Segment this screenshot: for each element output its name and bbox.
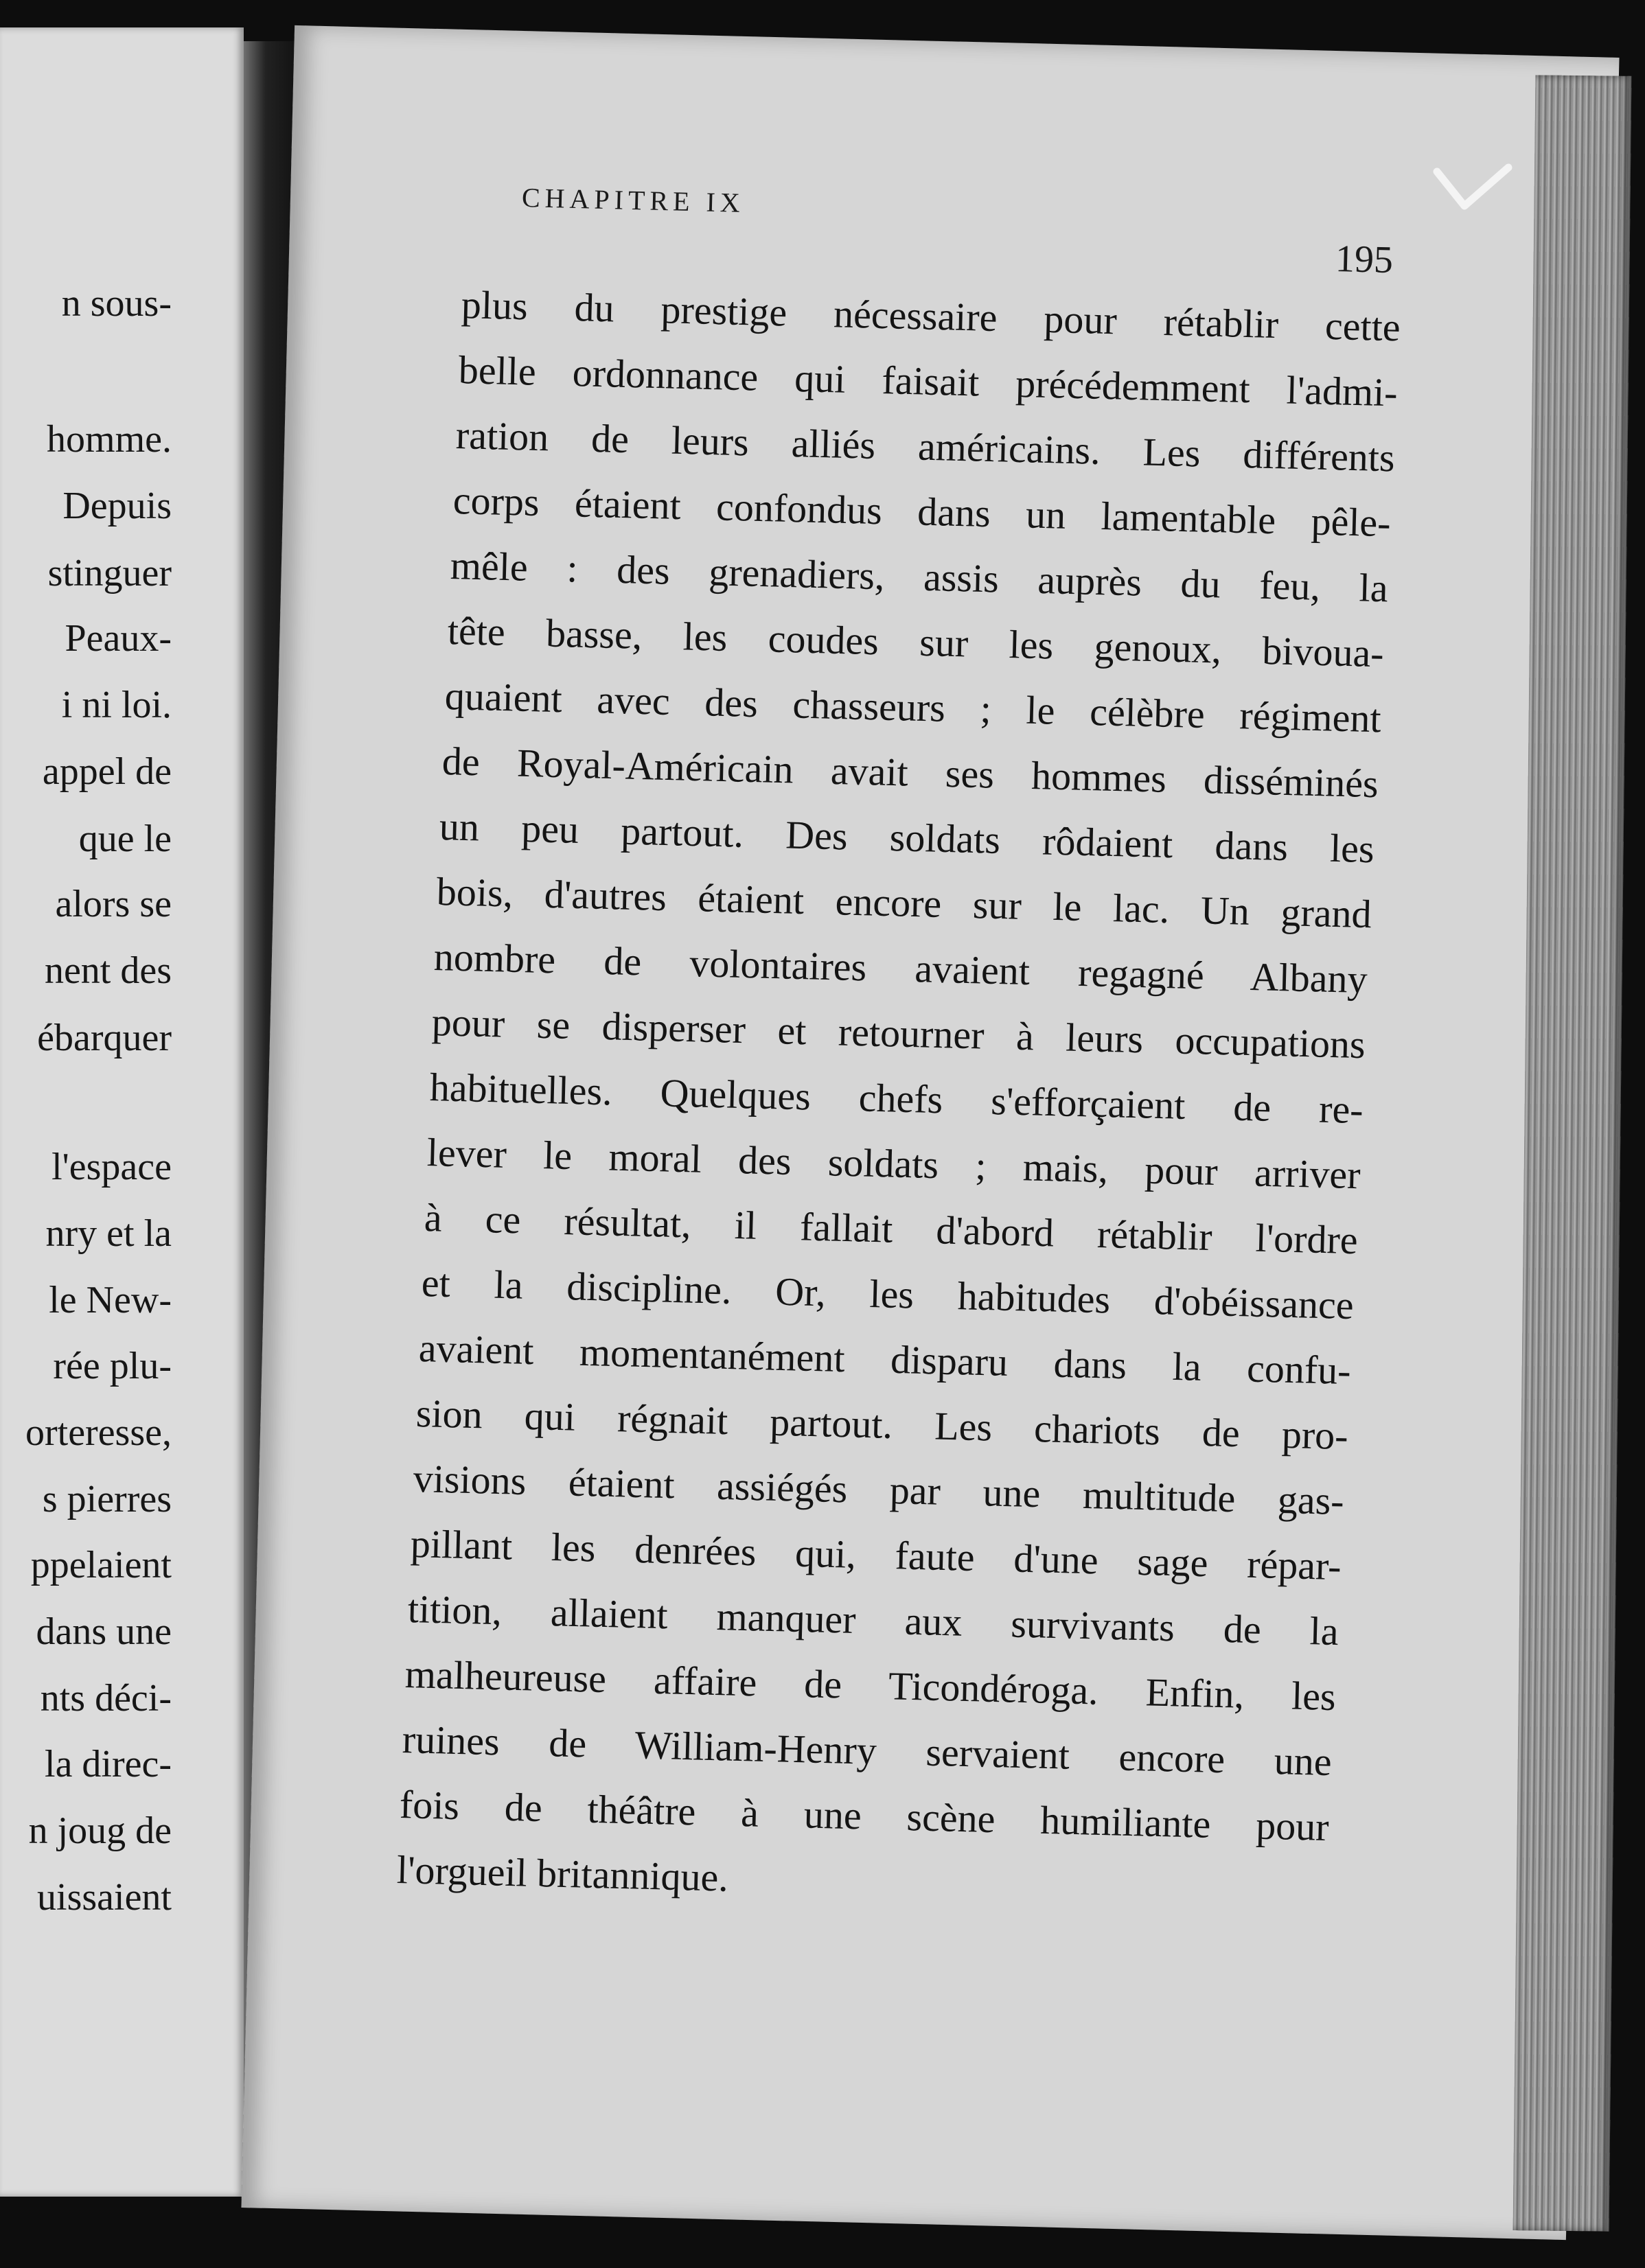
text-line: visions étaient assiégés par une multitude gas- [413, 1456, 1345, 1524]
left-line: i ni loi. [61, 684, 172, 726]
text-line: tête basse, les coudes sur les genoux, bivoua- [447, 608, 1385, 676]
text-line: quaient avec des chasseurs ; le célèbre régiment [444, 673, 1382, 741]
left-line: n sous- [61, 282, 172, 325]
left-line: ébarquer [37, 1017, 172, 1059]
left-line: ppelaient [30, 1544, 172, 1586]
left-line: nent des [44, 949, 172, 992]
left-line: n joug de [28, 1809, 172, 1852]
page-number: 195 [1335, 237, 1394, 282]
text-line: l'orgueil britannique. [396, 1847, 729, 1900]
text-line: malheureuse affaire de Ticondéroga. Enfin, les [404, 1652, 1337, 1720]
left-line: uissaient [37, 1876, 172, 1919]
text-line: et la discipline. Or, les habitudes d'obéissance [421, 1260, 1355, 1328]
left-line: alors se [55, 883, 172, 925]
text-line: tition, allaient manquer aux survivants de la [407, 1586, 1339, 1654]
text-line: mêle : des grenadiers, assis auprès du feu, la [450, 543, 1389, 611]
left-line: l'espace [51, 1146, 172, 1188]
left-line: le New- [49, 1279, 172, 1321]
left-line: stinguer [47, 552, 172, 594]
running-head: CHAPITRE IX [521, 182, 746, 218]
text-line: nombre de volontaires avaient regagné Albany [433, 934, 1368, 1002]
left-line: la direc- [45, 1743, 172, 1785]
left-line: que le [78, 818, 172, 860]
text-line: bois, d'autres étaient encore sur le lac. Un grand [436, 869, 1372, 937]
text-line: pillant les denrées qui, faute d'une sage répar- [410, 1521, 1342, 1589]
left-line: s pierres [42, 1478, 172, 1520]
text-line: belle ordonnance qui faisait précédemment l'admi- [458, 347, 1399, 415]
left-line: nts déci- [40, 1677, 172, 1720]
left-line: nry et la [45, 1212, 172, 1255]
text-line: habituelles. Quelques chefs s'efforçaient de re- [429, 1065, 1364, 1133]
text-line: de Royal-Américain avait ses hommes disséminés [441, 739, 1379, 807]
text-line: ration de leurs alliés américains. Les différents [455, 413, 1396, 481]
left-line: Depuis [62, 485, 172, 527]
text-line: ruines de William-Henry servaient encore une [402, 1717, 1333, 1785]
left-line: dans une [36, 1610, 172, 1653]
left-line: appel de [42, 750, 172, 793]
text-line: fois de théâtre à une scène humiliante pour [399, 1782, 1330, 1850]
text-line: un peu partout. Des soldats rôdaient dans les [439, 804, 1375, 872]
text-line: pour se disperser et retourner à leurs occupations [431, 999, 1366, 1067]
text-line: avaient momentanément disparu dans la confu- [418, 1326, 1352, 1393]
text-line: sion qui régnait partout. Les chariots de pro- [415, 1391, 1349, 1459]
left-line: homme. [47, 418, 172, 461]
left-line: orteresse, [25, 1411, 172, 1454]
text-line: plus du prestige nécessaire pour rétablir cette [461, 282, 1401, 350]
text-line: lever le moral des soldats ; mais, pour arriver [426, 1130, 1361, 1198]
left-line: rée plu- [53, 1345, 172, 1387]
text-line: corps étaient confondus dans un lamentable pêle- [452, 478, 1392, 546]
text-line: à ce résultat, il fallait d'abord rétablir l'ordre [424, 1195, 1359, 1263]
left-line: Peaux- [65, 617, 172, 660]
